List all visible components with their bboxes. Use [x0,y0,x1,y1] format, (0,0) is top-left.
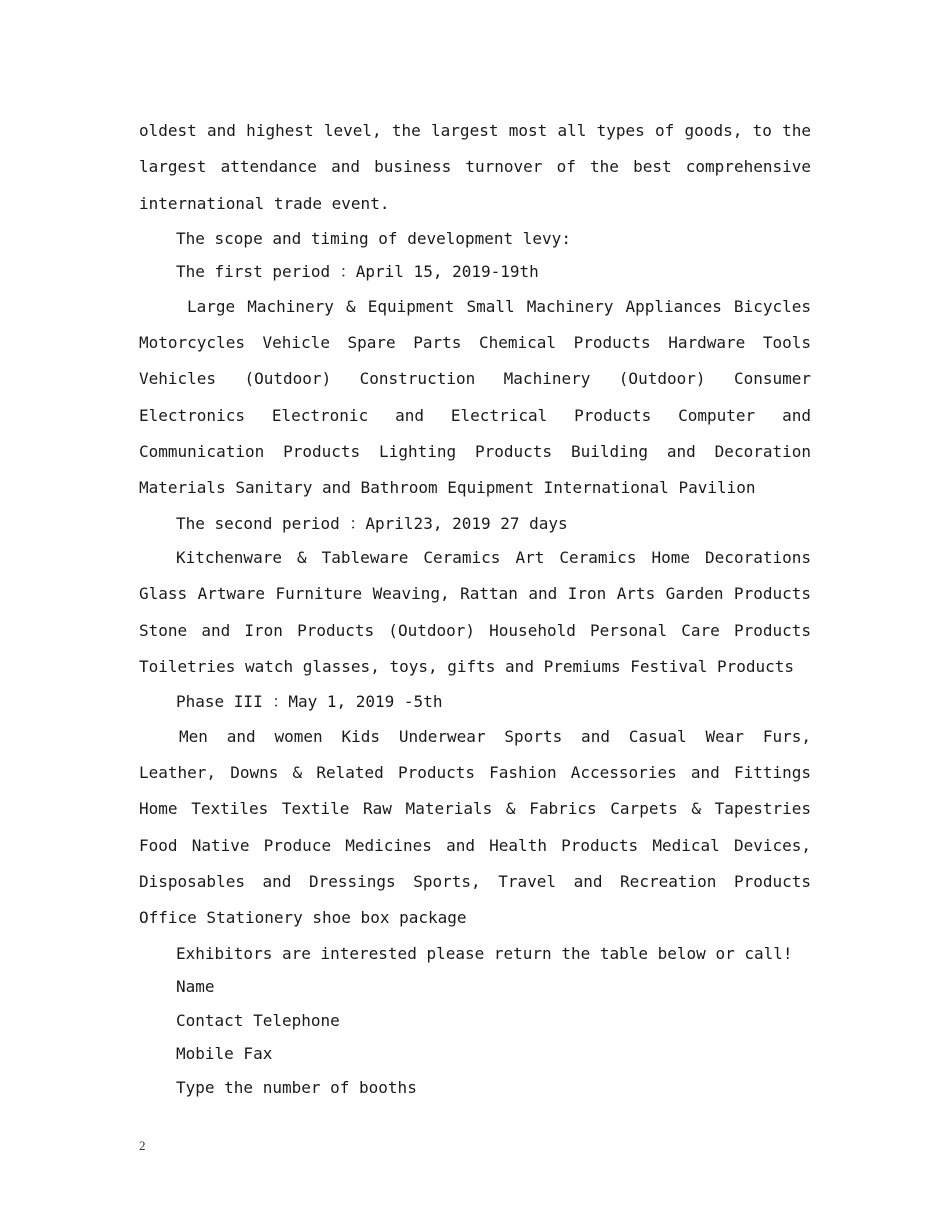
form-field-booths: Type the number of booths [176,1077,417,1097]
form-field-name: Name [176,977,215,997]
form-field-contact: Contact Telephone [176,1010,340,1030]
document-body [139,113,811,1104]
scope-heading: The scope and timing of development levy: [176,228,571,248]
invitation-text: Exhibitors are interested please return the table below or call! [176,943,793,963]
intro-paragraph: oldest and highest level, the largest most all types of goods, to the largest attendance and business turnover of the best comprehensive international trade event. [139,121,811,213]
period-2-items: Kitchenware & Tableware Ceramics Art Ceramics Home Decorations Glass Artware Furniture Weaving, Rattan and Iron Arts Garden Products Stone and Iron Products (Outdoor) Household Personal Care Products Toiletries watch glasses, toys, gifts and Premiums Festival Products [139,548,811,677]
form-field-mobile-fax: Mobile Fax [176,1044,273,1064]
period-3-heading: Phase III ：May 1, 2019 -5th [176,692,443,712]
page-number: 2 [139,1138,146,1153]
period-1-heading: The first period ：April 15, 2019-19th [176,262,539,282]
period-1-items: Large Machinery & Equipment Small Machinery Appliances Bicycles Motorcycles Vehicle Spare Parts Chemical Products Hardware Tools Vehicles (Outdoor) Construction Machinery (Outdoor) Consumer Electronics Electronic and Electrical Products Computer and Communication Products Lighting Products Building and Decoration Materials Sanitary and Bathroom Equipment International Pavilion [139,296,811,498]
period-2-heading: The second period ：April23, 2019 27 days [176,513,568,533]
period-3-items: Men and women Kids Underwear Sports and Casual Wear Furs, Leather, Downs & Related Products Fashion Accessories and Fittings Home Textiles Textile Raw Materials & Fabrics Carpets & Tapestries Food Native Produce Medicines and Health Products Medical Devices, Disposables and Dressings Sports, Travel and Recreation Products Office Stationery shoe box package [139,726,811,928]
